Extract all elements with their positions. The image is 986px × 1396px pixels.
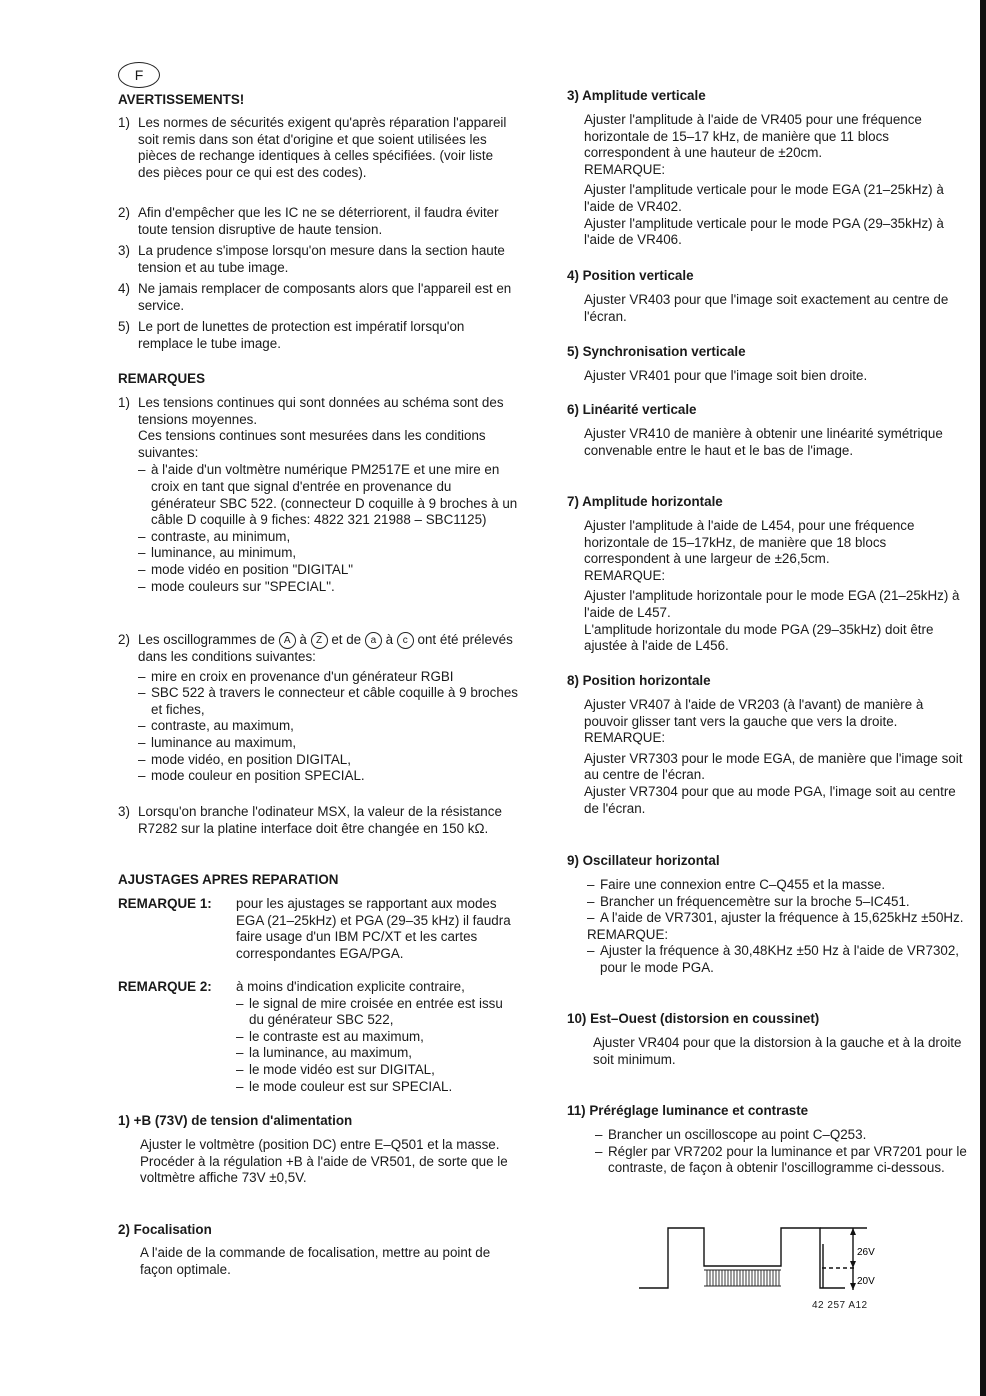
section-4-body: Ajuster VR403 pour que l'image soit exactement au centre de l'écran.	[584, 292, 949, 324]
list-item: – mode couleur en position SPECIAL.	[138, 768, 518, 785]
warning-1: 1) Les normes de sécurités exigent qu'après réparation l'appareil soit remis dans son état d'origine et que soient utilisées les pièces de rechange identiques à celles spécifiées. (voir liste des pièces pour ce qui est des codes).	[118, 115, 507, 180]
warning-3: 3) La prudence s'impose lorsqu'on mesure dans la section haute tension et au tube image.	[118, 243, 505, 275]
remarque-2-list	[138, 669, 518, 785]
remarque-note-2	[118, 979, 518, 1095]
section-11-body	[595, 1127, 967, 1177]
list-item: – le contraste est au maximum,	[236, 1029, 518, 1046]
list-item: – Régler par VR7202 pour la luminance et par VR7201 pour le contraste, de façon à obtenir l'oscillogramme ci-dessous.	[595, 1144, 967, 1177]
section-1-title: 1) +B (73V) de tension d'alimentation	[118, 1113, 353, 1128]
page-edge	[980, 0, 986, 1396]
list-item: – contraste, au maximum,	[138, 718, 518, 735]
list-item: – mode vidéo en position "DIGITAL"	[138, 562, 518, 579]
warning-4: 4) Ne jamais remplacer de composants alors que l'appareil est en service.	[118, 281, 512, 313]
arrow-head-mid	[850, 1261, 856, 1268]
language-logo: F	[118, 62, 160, 88]
section-2-title: 2) Focalisation	[118, 1222, 212, 1237]
list-item: – luminance au maximum,	[138, 735, 518, 752]
list-item: – mode couleurs sur "SPECIAL".	[138, 579, 518, 596]
remarque-2-body: à moins d'indication explicite contraire, – le signal de mire croisée en entrée est issu du générateur SBC 522, – le contraste est au maximum, – la luminance, au maximum, – le mode vidéo est sur DIGITAL, – le mode couleur est sur SPECIAL.	[236, 979, 518, 1095]
list-item: – Brancher un oscilloscope au point C–Q253.	[595, 1127, 967, 1144]
section-8-body: Ajuster VR407 à l'aide de VR203 (à l'avant) de manière à pouvoir glisser tant vers la gauche que vers la droite. REMARQUE: Ajuster VR7303 pour le mode EGA, de manière que l'image soit au centre de l'écran. Ajuster VR7304 pour que au mode PGA, l'image soit au centre de l'écran.	[584, 697, 963, 816]
list-item: – la luminance, au maximum,	[236, 1045, 518, 1062]
list-item: – luminance, au minimum,	[138, 545, 518, 562]
section-4-title: 4) Position verticale	[567, 268, 694, 283]
remarque-note-1: REMARQUE 1: pour les ajustages se rapportant aux modes EGA (21–25kHz) et PGA (29–35 kHz) il faudra faire usage d'un IBM PC/XT et les cartes correspondantes EGA/PGA.	[118, 896, 511, 961]
arrow-head-bottom	[850, 1283, 856, 1290]
section-7-title: 7) Amplitude horizontale	[567, 494, 723, 509]
list-item: – le mode couleur est sur SPECIAL.	[236, 1079, 518, 1096]
remarque-1-label: REMARQUE 1:	[118, 896, 212, 911]
waveform-line	[639, 1228, 845, 1288]
figure-code: 42 257 A12	[812, 1300, 868, 1311]
section-3-body: Ajuster l'amplitude à l'aide de VR405 pour une fréquence horizontale de 15–17 kHz, de manière que 11 blocs correspondent à une hauteur de ±20cm. REMARQUE: Ajuster l'amplitude verticale pour le mode EGA (21–25kHz) à l'aide de VR402. Ajuster l'amplitude verticale pour le mode PGA (29–35kHz) à l'aide de VR406.	[584, 112, 944, 248]
ajustages-title: AJUSTAGES APRES REPARATION	[118, 872, 339, 887]
section-5-title: 5) Synchronisation verticale	[567, 344, 746, 359]
warning-2: 2) Afin d'empêcher que les IC ne se déterriorent, il faudra éviter toute tension disruptive de haute tension.	[118, 205, 499, 237]
list-item: – A l'aide de VR7301, ajuster la fréquence à 15,625kHz ±50Hz.	[587, 910, 967, 927]
arrow-head-top	[850, 1228, 856, 1235]
list-item: – le mode vidéo est sur DIGITAL,	[236, 1062, 518, 1079]
section-10-body: Ajuster VR404 pour que la distorsion à la gauche et à la droite soit minimum.	[593, 1035, 962, 1067]
section-3-title: 3) Amplitude verticale	[567, 88, 706, 103]
section-6-body: Ajuster VR410 de manière à obtenir une linéarité symétrique convenable entre le haut et le bas de l'image.	[584, 426, 943, 458]
blanking-hatch	[704, 1270, 781, 1286]
list-item: – Brancher un fréquencemètre sur la broche 5–IC451.	[587, 894, 967, 911]
remarques-title: REMARQUES	[118, 371, 206, 386]
section-5-body: Ajuster VR401 pour que l'image soit bien droite.	[584, 368, 868, 383]
remarque-3: 3) Lorsqu'on branche l'odinateur MSX, la valeur de la résistance R7282 sur la platine interface doit être changée en 150 kΩ.	[118, 804, 502, 836]
circle-label-A: A	[279, 632, 296, 649]
list-item: – SBC 522 à travers le connecteur et câble coquille à 9 broches et fiches,	[138, 685, 518, 718]
section-1-body: Ajuster le voltmètre (position DC) entre E–Q501 et la masse. Procéder à la régulation +B à l'aide de VR501, de sorte que le voltmètre affiche 73V ±0,5V.	[140, 1137, 508, 1186]
remarque-1: 1) Les tensions continues qui sont données au schéma sont des tensions moyennes. Ces tensions continues sont mesurées dans les conditions suivantes: – à l'aide d'un voltmètre numérique PM2517E et une mire en croix en tant que signal d'entrée en provenance du générateur SBC 522. (connecteur D coquille à 9 broches à un câble D coquille à 9 fiches: 4822 321 21988 – SBC1125) – contraste, au minimum, – luminance, au minimum, – mode vidéo en position "DIGITAL" – mode couleurs sur "SPECIAL".	[118, 395, 518, 595]
list-item: – le signal de mire croisée en entrée est issu du générateur SBC 522,	[236, 996, 518, 1029]
section-2-body: A l'aide de la commande de focalisation, mettre au point de façon optimale.	[140, 1245, 491, 1277]
section-11-title: 11) Préréglage luminance et contraste	[567, 1103, 809, 1118]
remarque-2-intro: Les oscillogrammes de A à Z et de a à c ont été prélevés dans les conditions suivantes:	[138, 632, 513, 664]
list-item: – mire en croix en provenance d'un générateur RGBI	[138, 669, 518, 686]
section-7-body: Ajuster l'amplitude à l'aide de L454, pour une fréquence horizontale de 15–17kHz, de manière que 18 blocs correspondent à une largeur de ±26,5cm. REMARQUE: Ajuster l'amplitude horizontale pour le mode EGA (21–25kHz) à l'aide de L457. L'amplitude horizontale du mode PGA (29–35kHz) doit être ajustée à l'aide de L456.	[584, 518, 960, 654]
list-item: – Ajuster la fréquence à 30,48KHz ±50 Hz à l'aide de VR7302, pour le mode PGA.	[587, 943, 967, 976]
section-8-title: 8) Position horizontale	[567, 673, 711, 688]
list-item: – à l'aide d'un voltmètre numérique PM2517E et une mire en croix en tant que signal d'entrée en provenance du générateur SBC 522. (connecteur D coquille à 9 broches à un câble D coquille à 9 fiches: 4822 321 21988 – SBC1125)	[138, 462, 518, 528]
remarque-2-label: REMARQUE 2:	[118, 979, 212, 994]
section-10-title: 10) Est–Ouest (distorsion en coussinet)	[567, 1011, 820, 1026]
list-item: – contraste, au minimum,	[138, 529, 518, 546]
section-6-title: 6) Linéarité verticale	[567, 402, 697, 417]
warnings-title: AVERTISSEMENTS!	[118, 92, 245, 107]
remarque-1-list	[138, 462, 518, 595]
circle-label-Z: Z	[311, 632, 328, 649]
warning-5: 5) Le port de lunettes de protection est impératif lorsqu'on remplace le tube image.	[118, 319, 465, 351]
label-26v: 26V	[857, 1247, 875, 1258]
remarque-2: 2) Les oscillogrammes de A à Z et de a à c ont été prélevés dans les conditions suivantes: – mire en croix en provenance d'un générateur RGBI – SBC 522 à travers le connecteur et câble coquille à 9 broches et fiches, – contraste, au maximum, – luminance au maximum, – mode vidéo, en position DIGITAL, – mode couleur en position SPECIAL.	[118, 632, 518, 785]
label-20v: 20V	[857, 1276, 875, 1287]
list-item: – Faire une connexion entre C–Q455 et la masse.	[587, 877, 967, 894]
section-9-title: 9) Oscillateur horizontal	[567, 853, 720, 868]
circle-label-c: c	[397, 632, 414, 649]
circle-label-a: a	[365, 632, 382, 649]
list-item: – mode vidéo, en position DIGITAL,	[138, 752, 518, 769]
section-9-body: – Faire une connexion entre C–Q455 et la masse. – Brancher un fréquencemètre sur la broche 5–IC451. – A l'aide de VR7301, ajuster la fréquence à 15,625kHz ±50Hz. REMARQUE: – Ajuster la fréquence à 30,48KHz ±50 Hz à l'aide de VR7302, pour le mode PGA.	[587, 877, 967, 977]
